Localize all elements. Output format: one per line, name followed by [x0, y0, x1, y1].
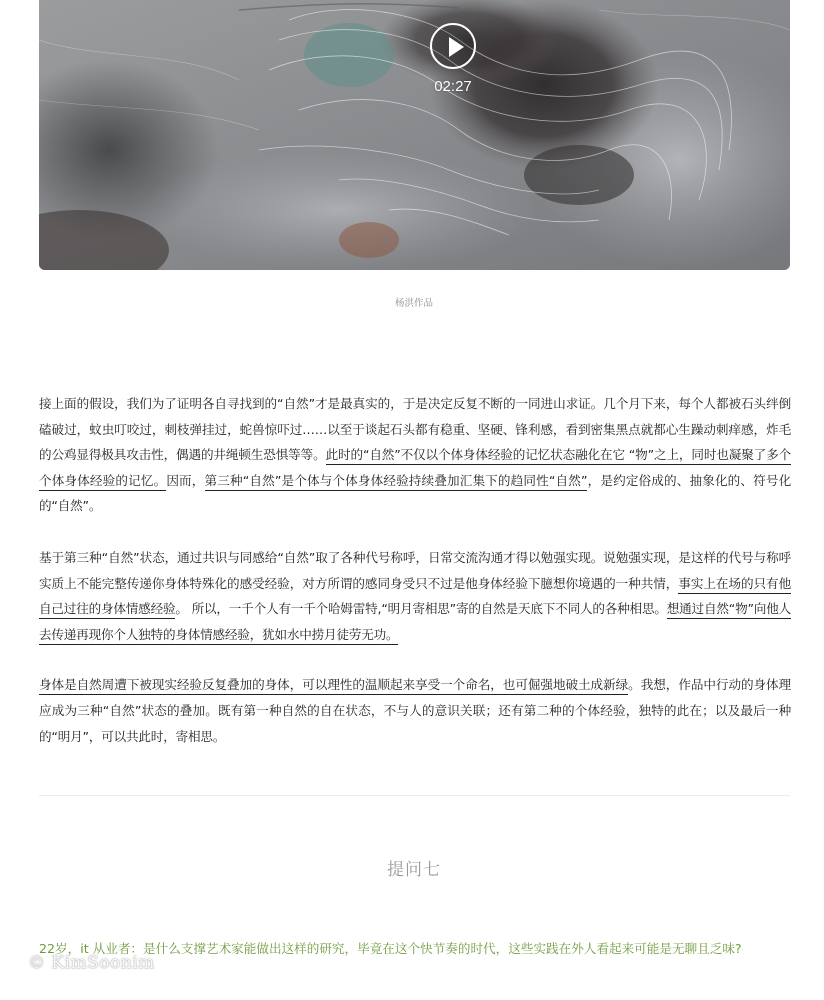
p3-underlined-1: 身体是自然周遭下被现实经验反复叠加的身体，可以理性的温顺起来享受一个命名，也可倔强地破土成新绿 — [39, 677, 628, 695]
p1-text-2: 因而， — [166, 472, 205, 488]
p3-text-1: 。我想，作品中行动的身体理应成为三种“自然”状态的叠加。既有第一种自然的自在状态，不与人的意识关联；还有第二种的个体经验，独特的此在；以及最后一种的“明月”，可以共此时，寄相思。 — [39, 677, 791, 744]
paragraph-3 — [39, 672, 791, 749]
play-button[interactable] — [430, 23, 476, 69]
p2-underlined-1: 事实上在场的只有他自己过往的身体情感经验 — [39, 576, 791, 620]
p2-text-1: 基于第三种“自然”状态，通过共识与同感给“自然”取了各种代号称呼，日常交流沟通才得以勉强实现。说勉强实现，是这样的代号与称呼实质上不能完整传递你身体特殊化的感受经验，对方所谓的感同身受只不过是他身体经验下臆想你境遇的一种共情， — [39, 549, 791, 591]
article-body — [39, 391, 791, 774]
play-icon — [449, 37, 464, 57]
p1-underlined-1: 此时的“自然”不仅以个体身体经验的记忆状态融化在它 “物”之上，同时也凝聚了多个个体身体经验的记忆。 — [39, 447, 791, 491]
p2-underlined-2: 想通过自然“物”向他人去传递再现你个人独特的身体情感经验，犹如水中捞月徒劳无功。 — [39, 601, 791, 645]
image-caption: 杨洪作品 — [394, 298, 433, 309]
video-thumbnail — [39, 0, 790, 270]
p1-underlined-2: 第三种“自然”是个体与个体身体经验持续叠加汇集下的趋同性“自然” — [205, 473, 588, 491]
section-title: 提问七 — [387, 860, 441, 880]
question-text: 22岁，it 从业者：是什么支撑艺术家能做出这样的研究，毕竟在这个快节奏的时代，这些实践在外人看起来可能是无聊且乏味? — [39, 941, 742, 956]
watermark: © KimSoonim — [28, 953, 155, 973]
paragraph-2 — [39, 545, 791, 647]
p1-text-1: 接上面的假设，我们为了证明各自寻找到的“自然”才是最真实的，于是决定反复不断的一同进山求证。几个月下来，每个人都被石头绊倒磕破过，蚊虫叮咬过，刺枝弹挂过，蛇兽惊吓过……以至于谈起石头都有稳重、坚硬、锋利感，看到密集黑点就都心生躁动刺痒感，炸毛的公鸡显得极具攻击性，偶遇的井绳顿生恐惧等等。 — [39, 396, 791, 463]
p2-text-2: 。 所以，一千个人有一千个哈姆雷特,“明月寄相思”寄的自然是天底下不同人的各种相思。 — [175, 601, 667, 617]
p1-text-3: ，是约定俗成的、抽象化的、符号化的“自然”。 — [39, 472, 791, 514]
section-divider — [39, 795, 790, 796]
video-duration: 02:27 — [434, 78, 472, 95]
paragraph-1 — [39, 391, 791, 519]
video-player[interactable] — [39, 0, 790, 270]
